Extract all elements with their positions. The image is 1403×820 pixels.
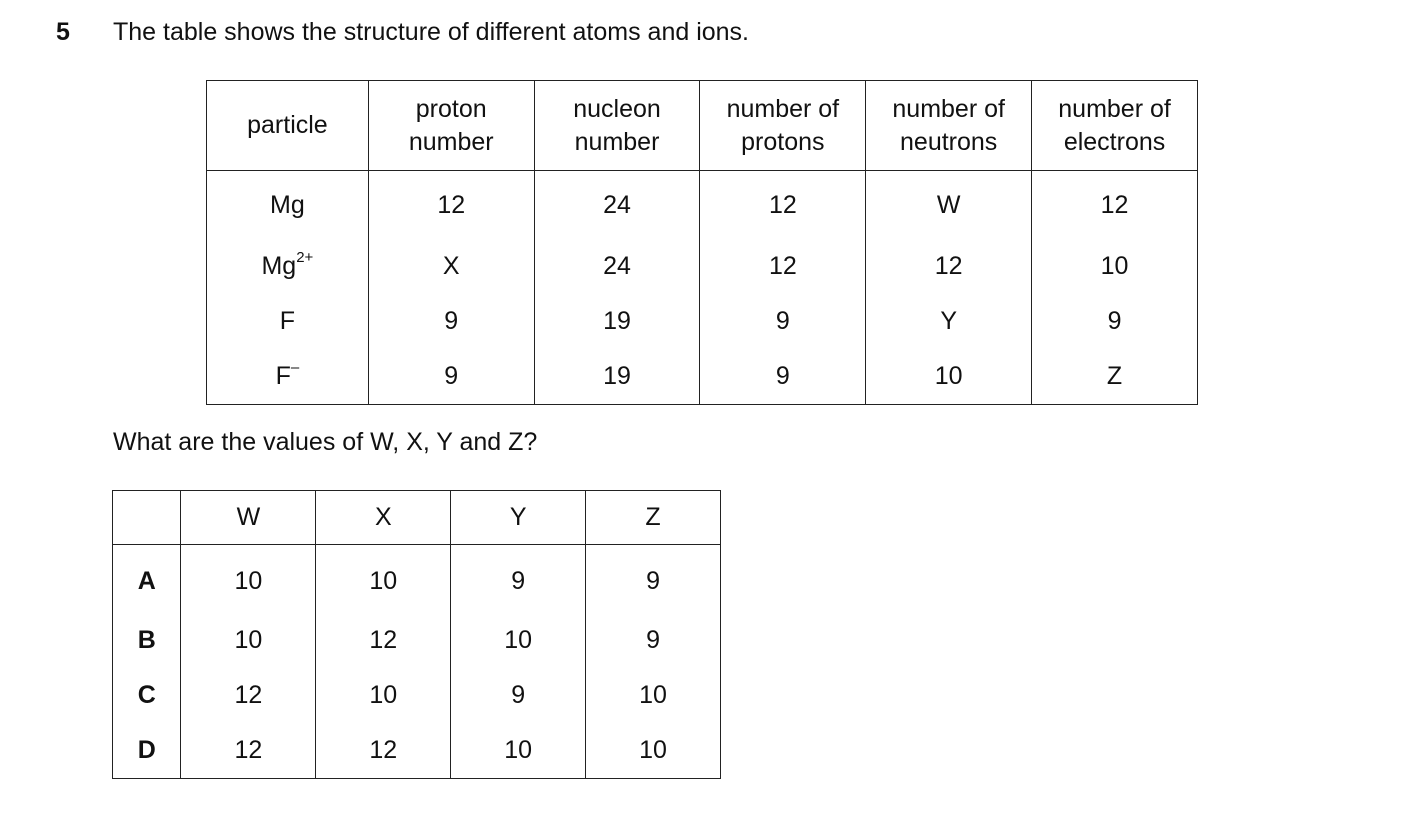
proton-number-cell: 9 [368, 349, 534, 405]
structure-row-f [207, 294, 1198, 349]
header-w: W [181, 491, 316, 545]
charge-superscript: 2+ [296, 248, 314, 266]
electrons-cell: Z [1032, 349, 1198, 405]
option-value-y: 10 [451, 613, 586, 668]
question-number: 5 [56, 18, 70, 46]
neutrons-cell: Y [866, 294, 1032, 349]
particle-cell: F [207, 294, 369, 349]
option-letter[interactable]: C [113, 668, 181, 723]
nucleon-number-cell: 24 [534, 171, 700, 240]
particle-cell: Mg [207, 171, 369, 240]
option-value-y: 9 [451, 545, 586, 614]
option-value-z: 10 [586, 723, 721, 779]
protons-cell: 9 [700, 349, 866, 405]
option-row-a[interactable] [113, 545, 721, 614]
neutrons-cell: 10 [866, 349, 1032, 405]
sub-question-text: What are the values of W, X, Y and Z? [113, 428, 538, 456]
structure-row-mg [207, 171, 1198, 240]
options-header-row [113, 491, 721, 545]
option-letter[interactable]: D [113, 723, 181, 779]
option-letter[interactable]: A [113, 545, 181, 614]
option-value-w: 12 [181, 723, 316, 779]
header-number-of-neutrons: number of neutrons [866, 81, 1032, 171]
option-value-y: 10 [451, 723, 586, 779]
neutrons-cell: W [866, 171, 1032, 240]
header-z: Z [586, 491, 721, 545]
particle-cell: $Mg^{2+}$ [207, 239, 369, 294]
structure-row-f-ion [207, 349, 1198, 405]
option-value-x: 10 [316, 668, 451, 723]
header-blank [113, 491, 181, 545]
option-value-x: 12 [316, 613, 451, 668]
header-number-of-protons: number of protons [700, 81, 866, 171]
structure-table [206, 80, 1198, 405]
proton-number-cell: 12 [368, 171, 534, 240]
protons-cell: 12 [700, 239, 866, 294]
option-value-y: 9 [451, 668, 586, 723]
electrons-cell: 10 [1032, 239, 1198, 294]
option-value-x: 12 [316, 723, 451, 779]
neutrons-cell: 12 [866, 239, 1032, 294]
header-x: X [316, 491, 451, 545]
protons-cell: 12 [700, 171, 866, 240]
nucleon-number-cell: 19 [534, 294, 700, 349]
option-value-w: 12 [181, 668, 316, 723]
option-value-x: 10 [316, 545, 451, 614]
header-y: Y [451, 491, 586, 545]
nucleon-number-cell: 19 [534, 349, 700, 405]
header-number-of-electrons: number of electrons [1032, 81, 1198, 171]
question-text: The table shows the structure of different atoms and ions. [113, 18, 749, 46]
option-value-z: 9 [586, 613, 721, 668]
option-letter[interactable]: B [113, 613, 181, 668]
option-value-w: 10 [181, 613, 316, 668]
header-proton-number: proton number [368, 81, 534, 171]
proton-number-cell: 9 [368, 294, 534, 349]
option-value-z: 10 [586, 668, 721, 723]
option-row-b[interactable] [113, 613, 721, 668]
proton-number-cell: X [368, 239, 534, 294]
particle-cell: F– [207, 349, 369, 405]
protons-cell: 9 [700, 294, 866, 349]
structure-row-mg-ion [207, 239, 1198, 294]
electrons-cell: 9 [1032, 294, 1198, 349]
electrons-cell: 12 [1032, 171, 1198, 240]
header-particle: particle [207, 81, 369, 171]
charge-superscript: – [290, 358, 300, 376]
structure-header-row [207, 81, 1198, 171]
option-value-z: 9 [586, 545, 721, 614]
option-value-w: 10 [181, 545, 316, 614]
option-row-c[interactable] [113, 668, 721, 723]
nucleon-number-cell: 24 [534, 239, 700, 294]
option-row-d[interactable] [113, 723, 721, 779]
options-table [112, 490, 721, 779]
header-nucleon-number: nucleon number [534, 81, 700, 171]
